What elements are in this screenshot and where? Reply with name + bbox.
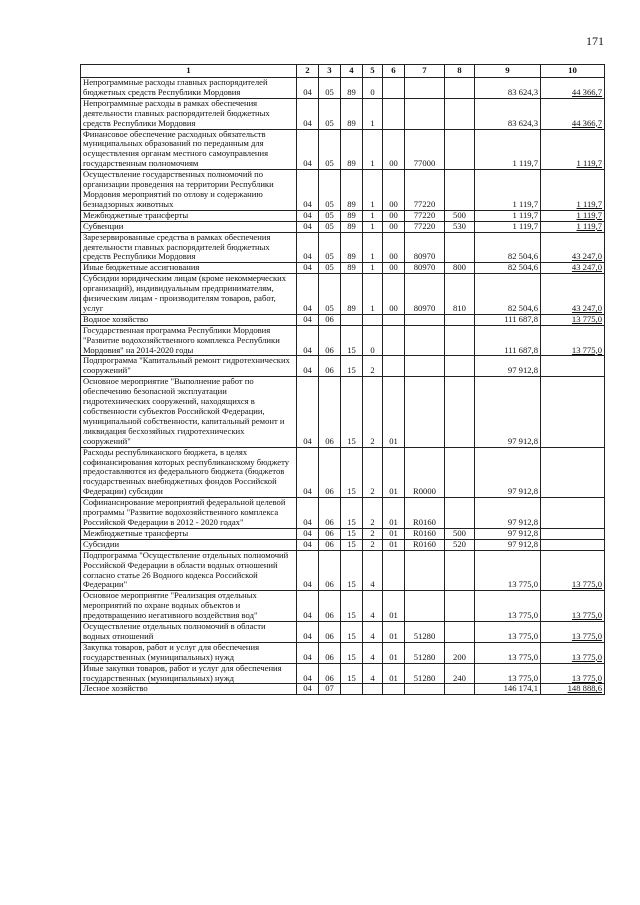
column-header: 3 [319,65,341,78]
column-header: 4 [341,65,363,78]
amount-cell-9: 13 775,0 [475,642,541,663]
column-header: 2 [297,65,319,78]
row-name-cell: Непрограммные расходы в рамках обеспечения деятельности главных распорядителей бюджетных средств Республики Мордовия [81,98,297,129]
amount-cell-10: 13 775,0 [541,663,605,684]
amount-cell-9: 13 775,0 [475,591,541,622]
code-cell-7 [405,591,445,622]
code-cell-4: 15 [341,663,363,684]
code-cell-7 [405,356,445,377]
code-cell-2: 04 [297,221,319,232]
table-row [81,210,605,221]
code-cell-3: 06 [319,622,341,643]
table-row [81,129,605,170]
code-cell-5: 2 [363,528,383,539]
row-name-cell: Расходы республиканского бюджета, в целях софинансирования которых республиканскому бюджету предоставляются из федерального бюджета (бюджетов государственных внебюджетных фондов Российской Федерации) субсидии [81,447,297,498]
code-cell-8 [445,591,475,622]
row-name-cell: Подпрограмма "Капитальный ремонт гидротехнических сооружений" [81,356,297,377]
code-cell-3: 06 [319,356,341,377]
code-cell-3: 06 [319,642,341,663]
code-cell-2: 04 [297,210,319,221]
table-row [81,622,605,643]
amount-cell-10: 1 119,7 [541,210,605,221]
code-cell-6 [383,314,405,325]
code-cell-2: 04 [297,622,319,643]
code-cell-5: 4 [363,622,383,643]
code-cell-6: 01 [383,663,405,684]
amount-cell-9: 97 912,8 [475,356,541,377]
table-row [81,377,605,447]
code-cell-3: 05 [319,221,341,232]
amount-cell-9: 97 912,8 [475,539,541,550]
table-row [81,325,605,356]
code-cell-4: 89 [341,98,363,129]
amount-cell-10: 1 119,7 [541,170,605,211]
code-cell-7: R0160 [405,539,445,550]
table-row [81,232,605,263]
amount-cell-9: 83 624,3 [475,98,541,129]
code-cell-5: 2 [363,498,383,529]
code-cell-6 [383,325,405,356]
code-cell-7: 77220 [405,210,445,221]
code-cell-8 [445,622,475,643]
code-cell-7: 51280 [405,642,445,663]
code-cell-6: 01 [383,377,405,447]
amount-cell-9: 97 912,8 [475,447,541,498]
code-cell-5: 1 [363,98,383,129]
code-cell-2: 04 [297,314,319,325]
amount-cell-10: 13 775,0 [541,622,605,643]
code-cell-3: 06 [319,663,341,684]
amount-cell-10 [541,447,605,498]
code-cell-6: 00 [383,170,405,211]
code-cell-6 [383,550,405,591]
code-cell-2: 04 [297,98,319,129]
amount-cell-10: 13 775,0 [541,591,605,622]
code-cell-6: 01 [383,498,405,529]
code-cell-8: 810 [445,274,475,315]
code-cell-8: 200 [445,642,475,663]
code-cell-8: 500 [445,528,475,539]
column-header: 8 [445,65,475,78]
table-row [81,263,605,274]
code-cell-6 [383,356,405,377]
code-cell-3: 06 [319,550,341,591]
code-cell-4: 89 [341,263,363,274]
code-cell-7: 51280 [405,622,445,643]
code-cell-3: 05 [319,78,341,99]
code-cell-8 [445,98,475,129]
code-cell-4: 15 [341,356,363,377]
table-row [81,642,605,663]
amount-cell-10 [541,539,605,550]
amount-cell-9: 13 775,0 [475,622,541,643]
code-cell-3: 05 [319,98,341,129]
code-cell-7 [405,98,445,129]
row-name-cell: Иные бюджетные ассигнования [81,263,297,274]
code-cell-7: 80970 [405,232,445,263]
code-cell-8: 520 [445,539,475,550]
code-cell-4: 89 [341,170,363,211]
row-name-cell: Подпрограмма "Осуществление отдельных полномочий Российской Федерации в области водных отношений согласно статье 26 Водного кодекса Российской Федерации" [81,550,297,591]
code-cell-7 [405,78,445,99]
code-cell-7 [405,684,445,695]
amount-cell-10 [541,356,605,377]
column-header: 6 [383,65,405,78]
code-cell-8 [445,314,475,325]
code-cell-4: 89 [341,221,363,232]
code-cell-2: 04 [297,539,319,550]
code-cell-3: 05 [319,210,341,221]
amount-cell-9: 82 504,6 [475,232,541,263]
code-cell-2: 04 [297,642,319,663]
code-cell-8 [445,377,475,447]
code-cell-3: 06 [319,539,341,550]
amount-cell-9: 1 119,7 [475,210,541,221]
amount-cell-10: 43 247,0 [541,263,605,274]
code-cell-8 [445,129,475,170]
row-name-cell: Водное хозяйство [81,314,297,325]
row-name-cell: Зарезервированные средства в рамках обеспечения деятельности главных распорядителей бюджетных средств Республики Мордовия [81,232,297,263]
table-row [81,221,605,232]
code-cell-2: 04 [297,263,319,274]
amount-cell-9: 146 174,1 [475,684,541,695]
table-row [81,447,605,498]
code-cell-2: 04 [297,170,319,211]
code-cell-5: 1 [363,263,383,274]
code-cell-7: 77220 [405,170,445,211]
amount-cell-9: 82 504,6 [475,263,541,274]
code-cell-4: 15 [341,539,363,550]
code-cell-6: 00 [383,210,405,221]
row-name-cell: Закупка товаров, работ и услуг для обеспечения государственных (муниципальных) нужд [81,642,297,663]
amount-cell-10 [541,377,605,447]
row-name-cell: Государственная программа Республики Мордовия "Развитие водохозяйственного комплекса Республики Мордовия" на 2014-2020 годы [81,325,297,356]
code-cell-4: 15 [341,622,363,643]
code-cell-2: 04 [297,684,319,695]
code-cell-8 [445,498,475,529]
budget-table [80,64,605,695]
code-cell-6: 01 [383,591,405,622]
table-row [81,170,605,211]
column-header: 10 [541,65,605,78]
row-name-cell: Основное мероприятие "Реализация отдельных мероприятий по охране водных объектов и предотвращению негативного воздействия вод" [81,591,297,622]
table-row [81,98,605,129]
code-cell-4: 15 [341,377,363,447]
code-cell-8 [445,684,475,695]
code-cell-3: 05 [319,232,341,263]
amount-cell-10: 13 775,0 [541,325,605,356]
code-cell-7 [405,325,445,356]
amount-cell-9: 1 119,7 [475,221,541,232]
code-cell-6: 00 [383,263,405,274]
code-cell-4: 15 [341,591,363,622]
code-cell-4: 15 [341,325,363,356]
amount-cell-10: 44 366,7 [541,78,605,99]
row-name-cell: Межбюджетные трансферты [81,528,297,539]
amount-cell-10: 1 119,7 [541,129,605,170]
amount-cell-10: 13 775,0 [541,642,605,663]
code-cell-7: R0000 [405,447,445,498]
code-cell-7: R0160 [405,528,445,539]
code-cell-7: R0160 [405,498,445,529]
column-header: 5 [363,65,383,78]
amount-cell-9: 1 119,7 [475,129,541,170]
amount-cell-9: 83 624,3 [475,78,541,99]
code-cell-5: 0 [363,325,383,356]
code-cell-4: 15 [341,498,363,529]
amount-cell-10: 1 119,7 [541,221,605,232]
code-cell-2: 04 [297,274,319,315]
code-cell-2: 04 [297,447,319,498]
code-cell-3: 06 [319,498,341,529]
code-cell-4: 89 [341,129,363,170]
code-cell-4: 89 [341,232,363,263]
code-cell-3: 07 [319,684,341,695]
code-cell-2: 04 [297,528,319,539]
code-cell-2: 04 [297,232,319,263]
code-cell-7: 77000 [405,129,445,170]
code-cell-3: 05 [319,263,341,274]
code-cell-5: 1 [363,232,383,263]
amount-cell-10: 44 366,7 [541,98,605,129]
code-cell-3: 05 [319,274,341,315]
row-name-cell: Субвенции [81,221,297,232]
table-row [81,356,605,377]
row-name-cell: Осуществление государственных полномочий по организации проведения на территории Республики Мордовия мероприятий по отлову и содержанию безнадзорных животных [81,170,297,211]
row-name-cell: Основное мероприятие "Выполнение работ по обеспечению безопасной эксплуатации гидротехнических сооружений, находящихся в собственности субъектов Российской Федерации, муниципальной собственности, капитальный ремонт и ликвидация бесхозяйных гидротехнических сооружений" [81,377,297,447]
column-header: 1 [81,65,297,78]
amount-cell-10: 13 775,0 [541,314,605,325]
code-cell-2: 04 [297,498,319,529]
amount-cell-10: 13 775,0 [541,550,605,591]
code-cell-7: 51280 [405,663,445,684]
table-row [81,498,605,529]
amount-cell-9: 97 912,8 [475,528,541,539]
code-cell-8: 240 [445,663,475,684]
code-cell-3: 05 [319,170,341,211]
code-cell-5 [363,684,383,695]
amount-cell-9: 82 504,6 [475,274,541,315]
code-cell-5: 2 [363,356,383,377]
code-cell-2: 04 [297,356,319,377]
code-cell-7 [405,314,445,325]
code-cell-8: 800 [445,263,475,274]
code-cell-5: 1 [363,129,383,170]
code-cell-5: 4 [363,663,383,684]
code-cell-5: 1 [363,170,383,211]
code-cell-8 [445,78,475,99]
code-cell-4: 89 [341,210,363,221]
row-name-cell: Непрограммные расходы главных распорядителей бюджетных средств Республики Мордовия [81,78,297,99]
code-cell-6: 01 [383,528,405,539]
code-cell-4: 15 [341,642,363,663]
row-name-cell: Иные закупки товаров, работ и услуг для обеспечения государственных (муниципальных) нужд [81,663,297,684]
code-cell-5: 2 [363,539,383,550]
amount-cell-10 [541,498,605,529]
row-name-cell: Субсидии [81,539,297,550]
table-row [81,314,605,325]
code-cell-8 [445,356,475,377]
amount-cell-9: 1 119,7 [475,170,541,211]
code-cell-5: 0 [363,78,383,99]
code-cell-5: 4 [363,591,383,622]
amount-cell-9: 97 912,8 [475,377,541,447]
code-cell-2: 04 [297,129,319,170]
code-cell-6: 01 [383,622,405,643]
code-cell-8: 500 [445,210,475,221]
code-cell-6: 00 [383,221,405,232]
code-cell-6: 01 [383,447,405,498]
code-cell-6: 01 [383,642,405,663]
row-name-cell: Субсидии юридическим лицам (кроме некоммерческих организаций), индивидуальным предпринимателям, физическим лицам - производителям товаров, работ, услуг [81,274,297,315]
table-row [81,684,605,695]
code-cell-6 [383,78,405,99]
code-cell-8 [445,447,475,498]
amount-cell-10: 148 888,6 [541,684,605,695]
code-cell-7: 80970 [405,263,445,274]
code-cell-8 [445,325,475,356]
code-cell-2: 04 [297,377,319,447]
code-cell-5 [363,314,383,325]
code-cell-4: 89 [341,78,363,99]
code-cell-5: 2 [363,447,383,498]
page-number: 171 [586,34,604,48]
row-name-cell: Лесное хозяйство [81,684,297,695]
code-cell-8 [445,232,475,263]
row-name-cell: Осуществление отдельных полномочий в области водных отношений [81,622,297,643]
code-cell-3: 06 [319,528,341,539]
code-cell-5: 4 [363,550,383,591]
code-cell-4 [341,684,363,695]
table-row [81,528,605,539]
amount-cell-9: 13 775,0 [475,550,541,591]
amount-cell-10: 43 247,0 [541,232,605,263]
amount-cell-10 [541,528,605,539]
code-cell-2: 04 [297,550,319,591]
code-cell-7 [405,377,445,447]
table-row [81,78,605,99]
code-cell-5: 2 [363,377,383,447]
code-cell-4: 15 [341,550,363,591]
code-cell-2: 04 [297,591,319,622]
code-cell-3: 05 [319,129,341,170]
code-cell-8 [445,170,475,211]
code-cell-3: 06 [319,447,341,498]
amount-cell-9: 111 687,8 [475,325,541,356]
code-cell-3: 06 [319,591,341,622]
code-cell-2: 04 [297,78,319,99]
code-cell-3: 06 [319,325,341,356]
code-cell-4 [341,314,363,325]
code-cell-4: 89 [341,274,363,315]
header-row [81,65,605,78]
table-row [81,663,605,684]
row-name-cell: Межбюджетные трансферты [81,210,297,221]
code-cell-8: 530 [445,221,475,232]
code-cell-7 [405,550,445,591]
code-cell-6: 00 [383,232,405,263]
code-cell-6 [383,98,405,129]
column-header: 7 [405,65,445,78]
code-cell-4: 15 [341,447,363,498]
row-name-cell: Софинансирование мероприятий федеральной целевой программы "Развитие водохозяйственного комплекса Российской Федерации в 2012 - 2020 годах" [81,498,297,529]
code-cell-5: 4 [363,642,383,663]
code-cell-5: 1 [363,221,383,232]
amount-cell-10: 43 247,0 [541,274,605,315]
table-row [81,539,605,550]
code-cell-7: 80970 [405,274,445,315]
code-cell-5: 1 [363,274,383,315]
table-row [81,274,605,315]
amount-cell-9: 13 775,0 [475,663,541,684]
amount-cell-9: 97 912,8 [475,498,541,529]
code-cell-2: 04 [297,325,319,356]
row-name-cell: Финансовое обеспечение расходных обязательств муниципальных образований по переданным для осуществления органам местного самоуправления государственным полномочиям [81,129,297,170]
table-row [81,591,605,622]
table-row [81,550,605,591]
column-header: 9 [475,65,541,78]
code-cell-7: 77220 [405,221,445,232]
code-cell-6: 00 [383,129,405,170]
code-cell-8 [445,550,475,591]
code-cell-6: 01 [383,539,405,550]
code-cell-6 [383,684,405,695]
code-cell-6: 00 [383,274,405,315]
code-cell-3: 06 [319,377,341,447]
code-cell-3: 06 [319,314,341,325]
code-cell-2: 04 [297,663,319,684]
code-cell-4: 15 [341,528,363,539]
code-cell-5: 1 [363,210,383,221]
amount-cell-9: 111 687,8 [475,314,541,325]
